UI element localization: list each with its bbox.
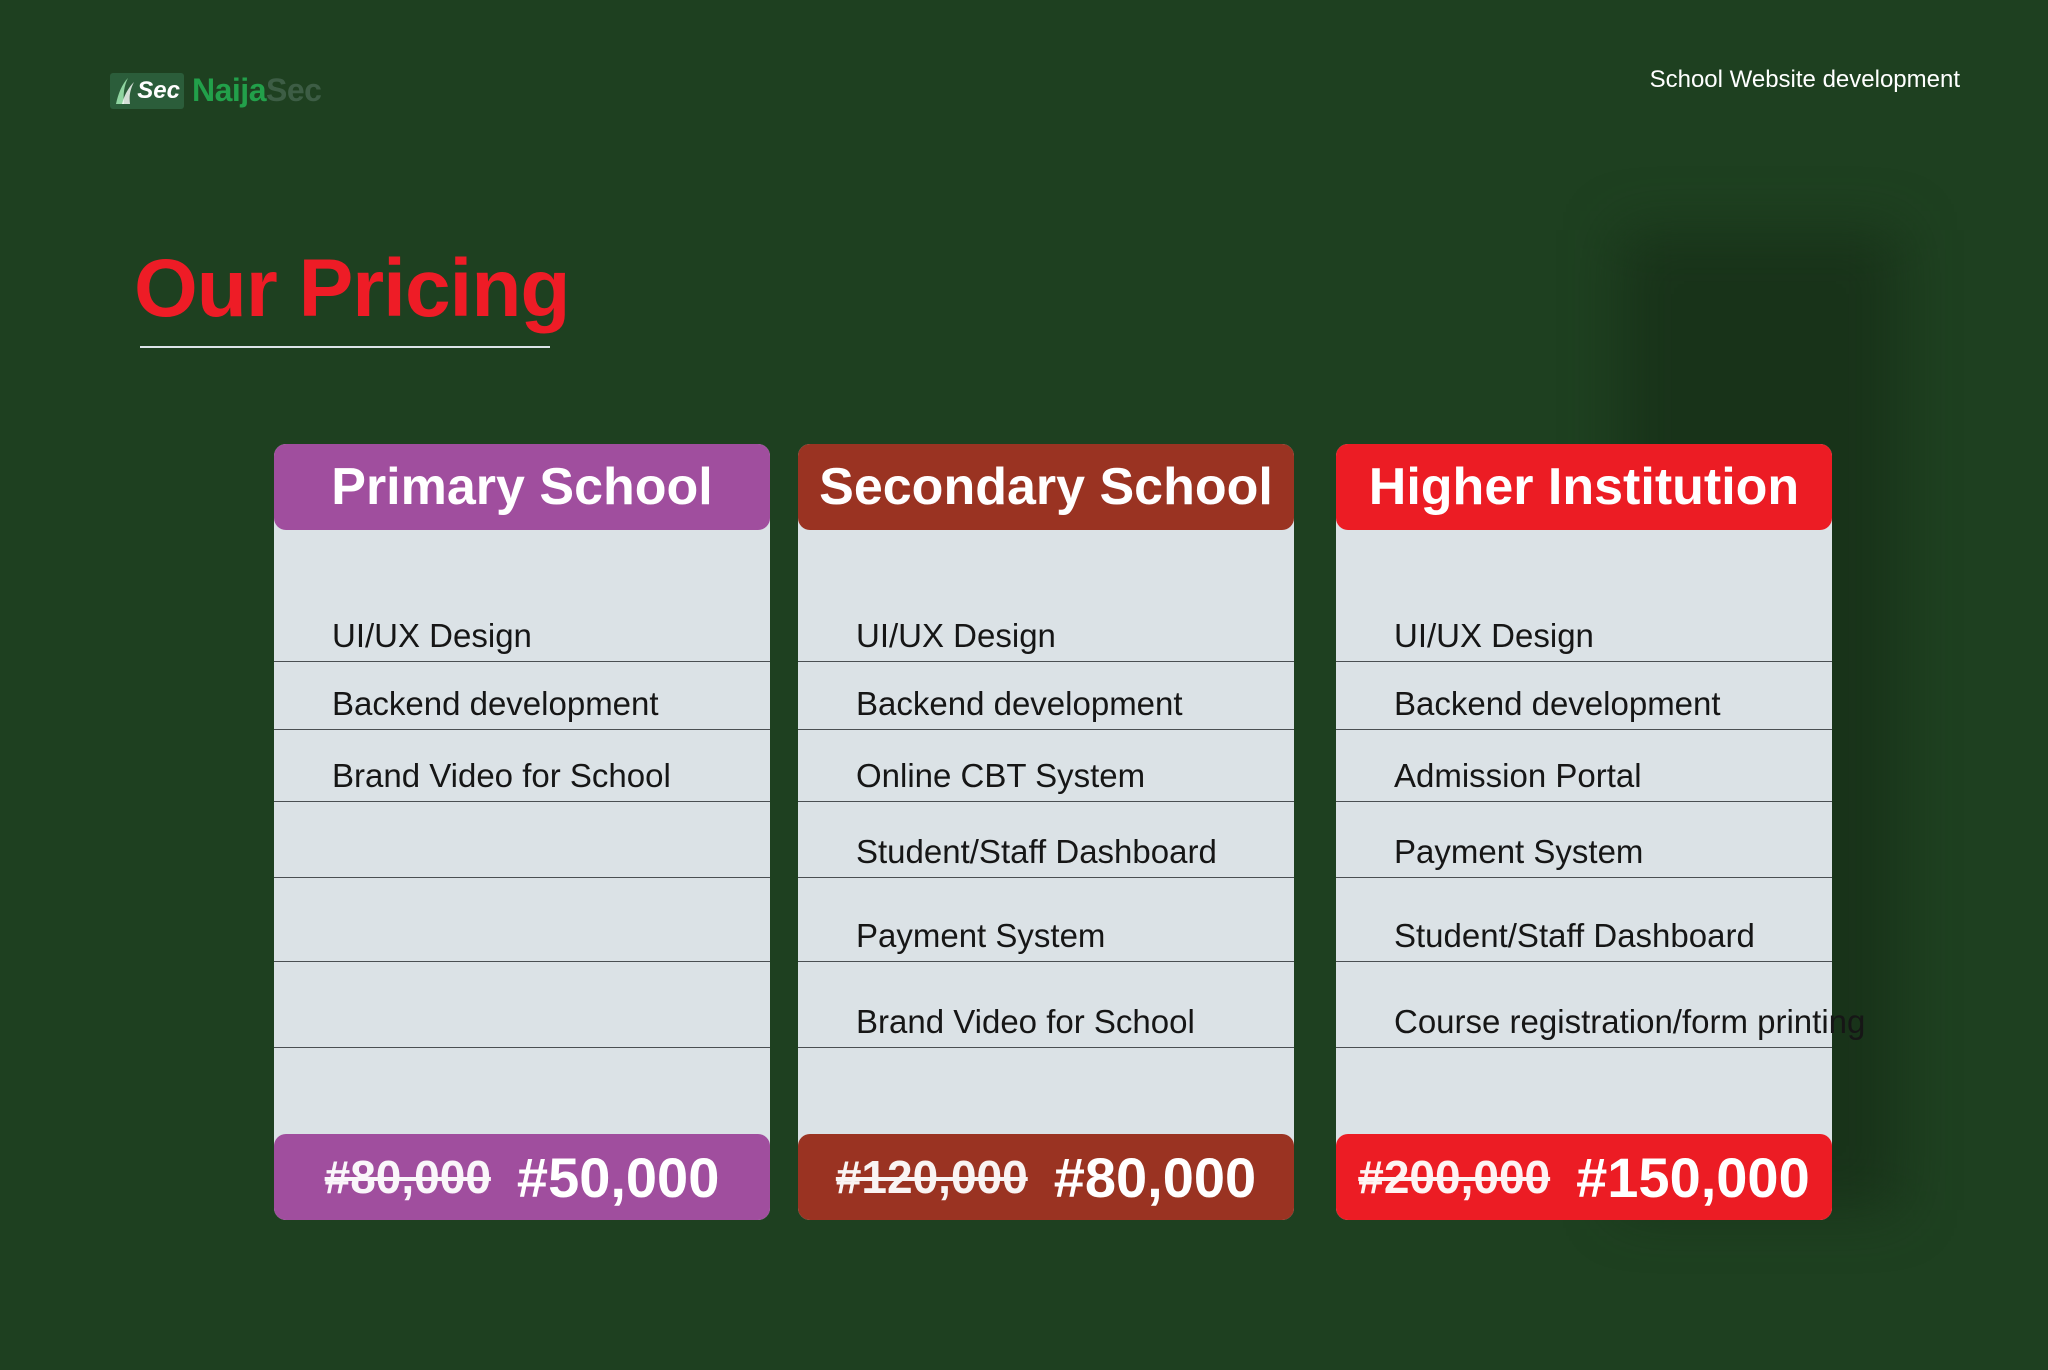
logo-wordmark — [192, 72, 321, 109]
feature-label: Payment System — [856, 917, 1106, 954]
feature-row — [1336, 878, 1832, 962]
feature-row — [1336, 662, 1832, 730]
header-tagline: School Website development — [1649, 66, 1960, 93]
feature-row — [1336, 962, 1866, 1048]
plan-name: Higher Institution — [1336, 444, 1832, 530]
plan-name: Secondary School — [798, 444, 1294, 530]
pricing-card-primary — [274, 444, 770, 1220]
feature-row — [274, 730, 770, 802]
pricing-card-higher — [1336, 444, 1866, 1220]
old-price: #200,000 — [1358, 1151, 1551, 1203]
new-price: #80,000 — [1053, 1145, 1257, 1209]
feature-label: Backend development — [856, 685, 1183, 722]
new-price: #150,000 — [1576, 1145, 1810, 1209]
pricing-card-secondary — [798, 444, 1294, 1220]
logo-badge-text: Sec — [137, 76, 180, 104]
old-price: #80,000 — [324, 1151, 491, 1203]
feature-row — [1336, 730, 1832, 802]
feature-row — [798, 802, 1294, 878]
feature-label: Payment System — [1394, 833, 1644, 870]
feature-label: Backend development — [1394, 685, 1721, 722]
old-price: #120,000 — [835, 1151, 1028, 1203]
logo-word-part2: Sec — [265, 72, 322, 108]
feature-row — [1336, 570, 1832, 662]
price-bar — [798, 1134, 1294, 1220]
price-bar — [1336, 1134, 1832, 1220]
feature-row — [274, 878, 770, 962]
feature-label: Student/Staff Dashboard — [856, 833, 1217, 870]
feature-label: UI/UX Design — [856, 617, 1056, 654]
feature-label: Course registration/form printing — [1394, 1003, 1866, 1040]
title-underline — [140, 346, 550, 348]
feature-label: Online CBT System — [856, 757, 1146, 794]
new-price: #50,000 — [516, 1145, 720, 1209]
logo-badge — [110, 73, 184, 109]
feature-label: Brand Video for School — [332, 757, 671, 794]
page-title: Our Pricing — [134, 243, 570, 334]
feature-row — [798, 730, 1294, 802]
logo-swoosh-icon — [114, 76, 136, 106]
feature-row — [798, 662, 1294, 730]
price-bar — [274, 1134, 770, 1220]
logo[interactable] — [110, 72, 321, 109]
feature-row — [274, 802, 770, 878]
feature-row — [798, 878, 1294, 962]
feature-row — [274, 570, 770, 662]
feature-row — [798, 570, 1294, 662]
feature-label: Backend development — [332, 685, 659, 722]
feature-label: UI/UX Design — [332, 617, 532, 654]
plan-name: Primary School — [274, 444, 770, 530]
feature-row — [274, 662, 770, 730]
feature-label: UI/UX Design — [1394, 617, 1594, 654]
feature-label: Student/Staff Dashboard — [1394, 917, 1755, 954]
feature-label: Brand Video for School — [856, 1003, 1195, 1040]
feature-row — [1336, 802, 1832, 878]
feature-label: Admission Portal — [1394, 757, 1642, 794]
logo-word-part1: Naija — [192, 72, 266, 108]
feature-row — [274, 962, 770, 1048]
feature-row — [798, 962, 1294, 1048]
